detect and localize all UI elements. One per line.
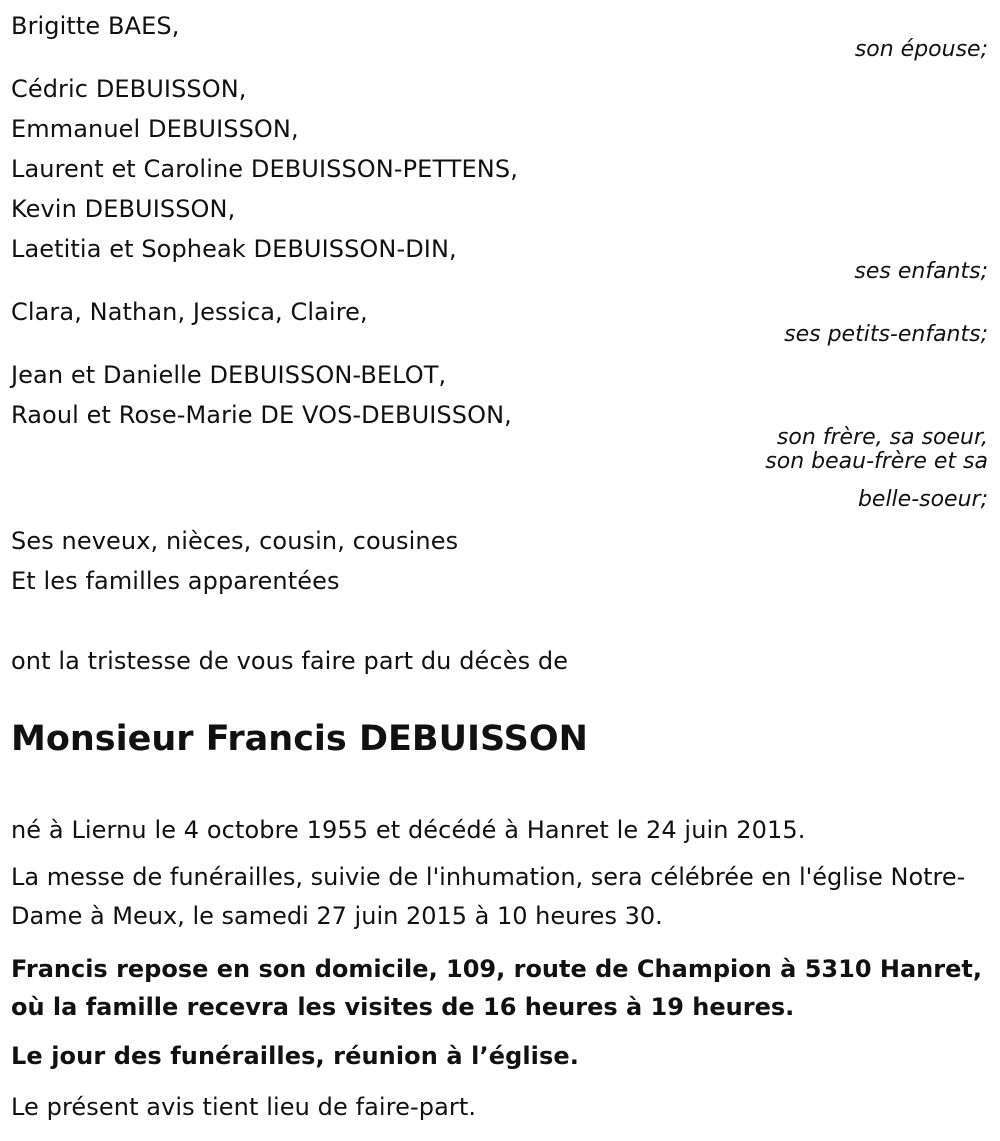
- other-relatives: Ses neveux, nièces, cousin, cousines: [11, 527, 459, 555]
- grandchildren-names: Clara, Nathan, Jessica, Claire,: [11, 298, 368, 326]
- child-name: Laurent et Caroline DEBUISSON-PETTENS,: [11, 155, 518, 183]
- sibling-name: Jean et Danielle DEBUISSON-BELOT,: [11, 361, 447, 389]
- birth-death-info: né à Liernu le 4 octobre 1955 et décédé à Hanret le 24 juin 2015.: [11, 816, 806, 844]
- grandchildren-relation: ses petits-enfants;: [784, 322, 988, 347]
- spouse-name: Brigitte BAES,: [11, 12, 180, 40]
- siblings-relation-line: son frère, sa soeur,: [776, 425, 988, 450]
- child-name: Laetitia et Sopheak DEBUISSON-DIN,: [11, 235, 457, 263]
- children-relation: ses enfants;: [854, 259, 988, 284]
- child-name: Kevin DEBUISSON,: [11, 195, 236, 223]
- mass-info: La messe de funérailles, suivie de l'inhumation, sera célébrée en l'église Notre-Dame à Meux, le samedi 27 juin 2015 à 10 heures 30.: [11, 863, 966, 930]
- notice-text: Le présent avis tient lieu de faire-part.: [11, 1093, 477, 1121]
- siblings-relation-line: belle-soeur;: [857, 487, 988, 512]
- visitation-info: Francis repose en son domicile, 109, route de Champion à 5310 Hanret, où la famille recevra les visites de 16 heures à 19 heures.: [11, 955, 982, 1021]
- child-name: Cédric DEBUISSON,: [11, 75, 247, 103]
- child-name: Emmanuel DEBUISSON,: [11, 115, 299, 143]
- announcement-text: ont la tristesse de vous faire part du décès de: [11, 647, 569, 675]
- spouse-relation: son épouse;: [854, 37, 988, 62]
- siblings-relation-line: son beau-frère et sa: [765, 449, 988, 474]
- deceased-name: Monsieur Francis DEBUISSON: [11, 719, 588, 759]
- funeral-day-info: Le jour des funérailles, réunion à l’église.: [11, 1042, 579, 1070]
- other-relatives: Et les familles apparentées: [11, 567, 340, 595]
- sibling-name: Raoul et Rose-Marie DE VOS-DEBUISSON,: [11, 401, 512, 429]
